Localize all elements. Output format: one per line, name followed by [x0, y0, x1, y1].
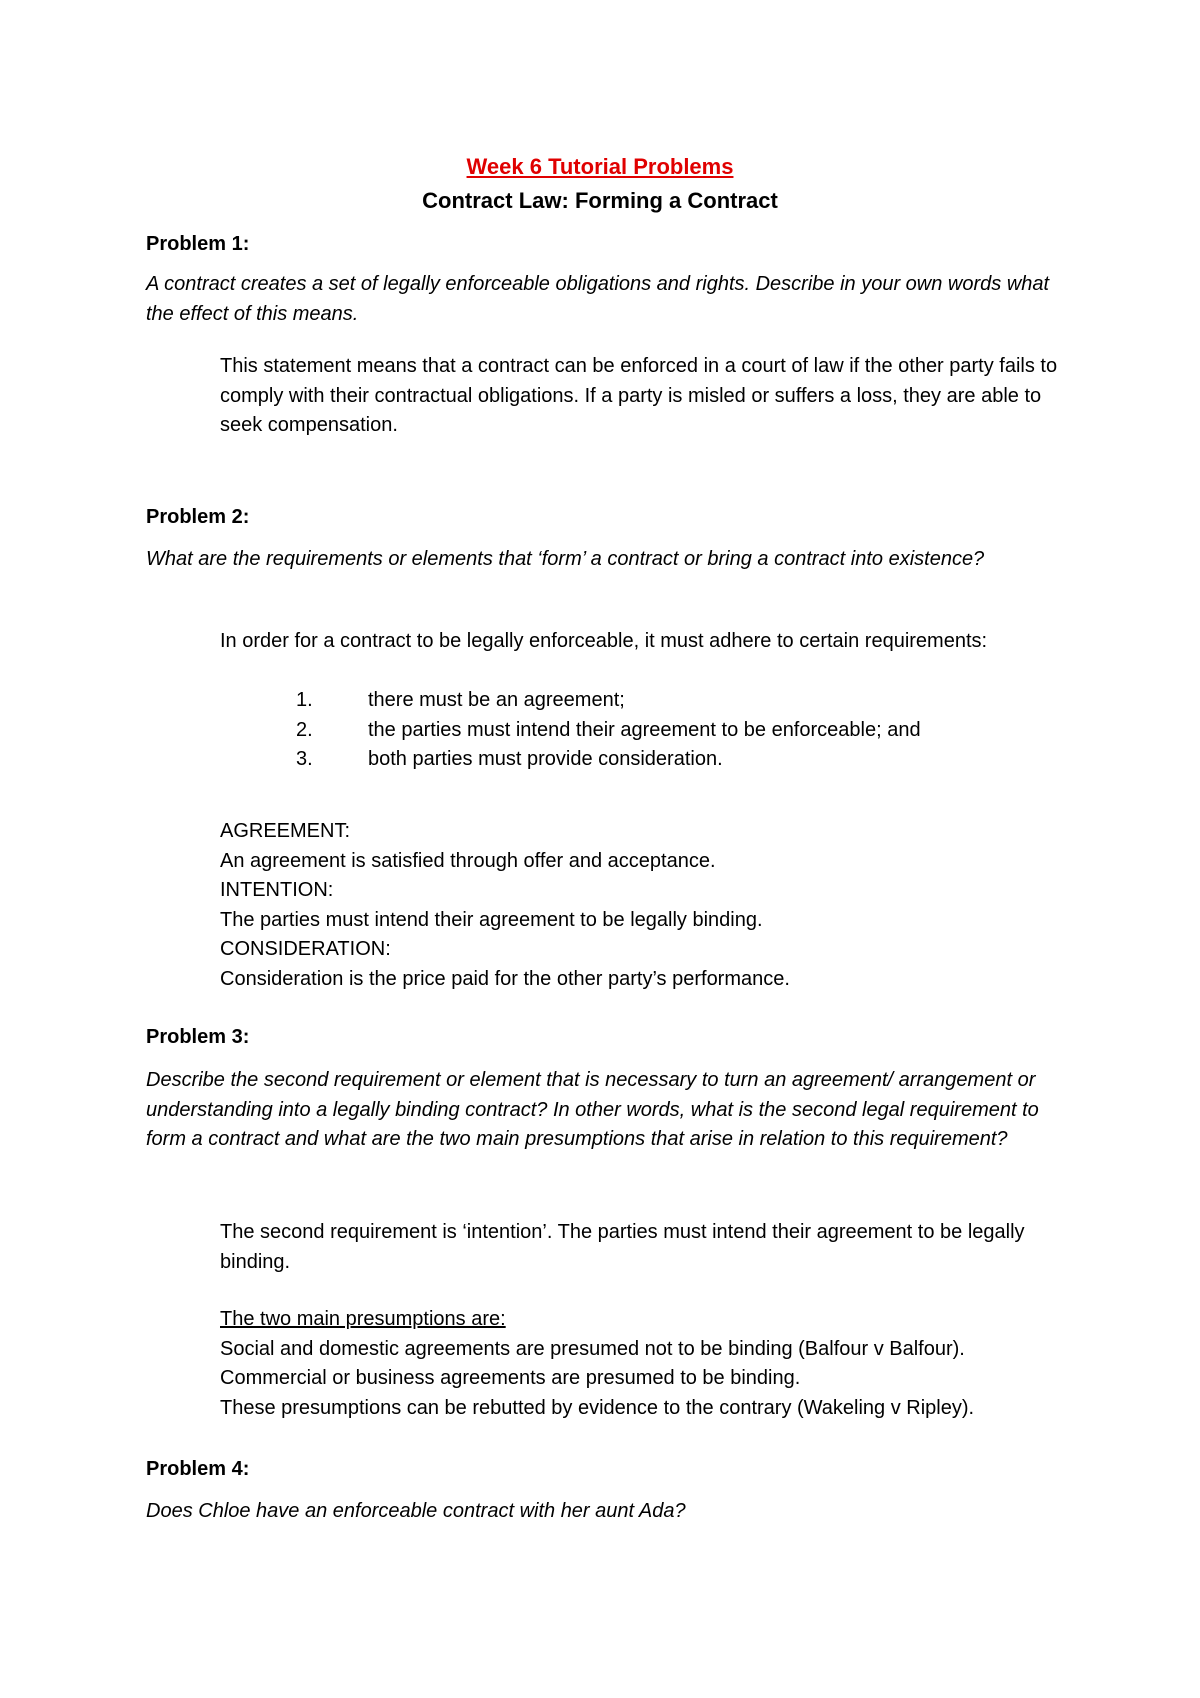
- presumptions-block: [220, 1305, 1080, 1423]
- list-text: both parties must provide consideration.: [368, 748, 723, 770]
- agreement-text: An agreement is satisfied through offer and acceptance.: [220, 849, 716, 872]
- consideration-text: Consideration is the price paid for the other party’s performance.: [220, 967, 790, 990]
- presumption-item: These presumptions can be rebutted by evidence to the contrary (Wakeling v Ripley).: [220, 1396, 975, 1419]
- problem-2-heading: Problem 2:: [146, 506, 250, 528]
- problem-1-question: A contract creates a set of legally enforceable obligations and rights. Describe in your own words what the effect of this means.: [146, 273, 1050, 325]
- problem-1-answer: This statement means that a contract can be enforced in a court of law if the other party fails to comply with their contractual obligations. If a party is misled or suffers a loss, they are able to seek compensation.: [220, 355, 1058, 436]
- list-number: 3.: [296, 748, 313, 770]
- problem-3-answer: The second requirement is ‘intention’. The parties must intend their agreement to be legally binding.: [220, 1221, 1025, 1273]
- consideration-label: CONSIDERATION:: [220, 938, 391, 960]
- list-item: [296, 716, 921, 746]
- list-text: there must be an agreement;: [368, 689, 625, 711]
- problem-2-answer-intro: In order for a contract to be legally enforceable, it must adhere to certain requirements:: [220, 630, 988, 652]
- problem-4-heading: Problem 4:: [146, 1458, 250, 1480]
- problem-3-question: Describe the second requirement or element that is necessary to turn an agreement/ arrangement or understanding into a legally binding contract? In other words, what is the second legal requirement to form a contract and what are the two main presumptions that arise in relation to this requirement?: [146, 1069, 1039, 1150]
- elements-definitions: [220, 817, 1080, 994]
- document-title: Week 6 Tutorial Problems: [466, 154, 734, 179]
- list-text: the parties must intend their agreement to be enforceable; and: [368, 718, 921, 741]
- agreement-label: AGREEMENT:: [220, 820, 351, 842]
- presumptions-heading: The two main presumptions are:: [220, 1308, 506, 1330]
- presumption-item: Social and domestic agreements are presumed not to be binding (Balfour v Balfour).: [220, 1337, 965, 1360]
- problem-3-heading: Problem 3:: [146, 1026, 250, 1048]
- list-item: [296, 745, 921, 775]
- intention-label: INTENTION:: [220, 879, 334, 901]
- list-number: 2.: [296, 718, 313, 741]
- list-number: 1.: [296, 689, 313, 711]
- list-item: [296, 686, 921, 716]
- presumption-item: Commercial or business agreements are presumed to be binding.: [220, 1367, 801, 1389]
- problem-1-heading: Problem 1:: [146, 233, 250, 255]
- problem-2-question: What are the requirements or elements that ‘form’ a contract or bring a contract into existence?: [146, 548, 985, 570]
- document-subtitle: Contract Law: Forming a Contract: [422, 188, 778, 213]
- requirements-list: [296, 686, 921, 775]
- problem-4-question: Does Chloe have an enforceable contract with her aunt Ada?: [146, 1500, 686, 1522]
- intention-text: The parties must intend their agreement to be legally binding.: [220, 908, 763, 931]
